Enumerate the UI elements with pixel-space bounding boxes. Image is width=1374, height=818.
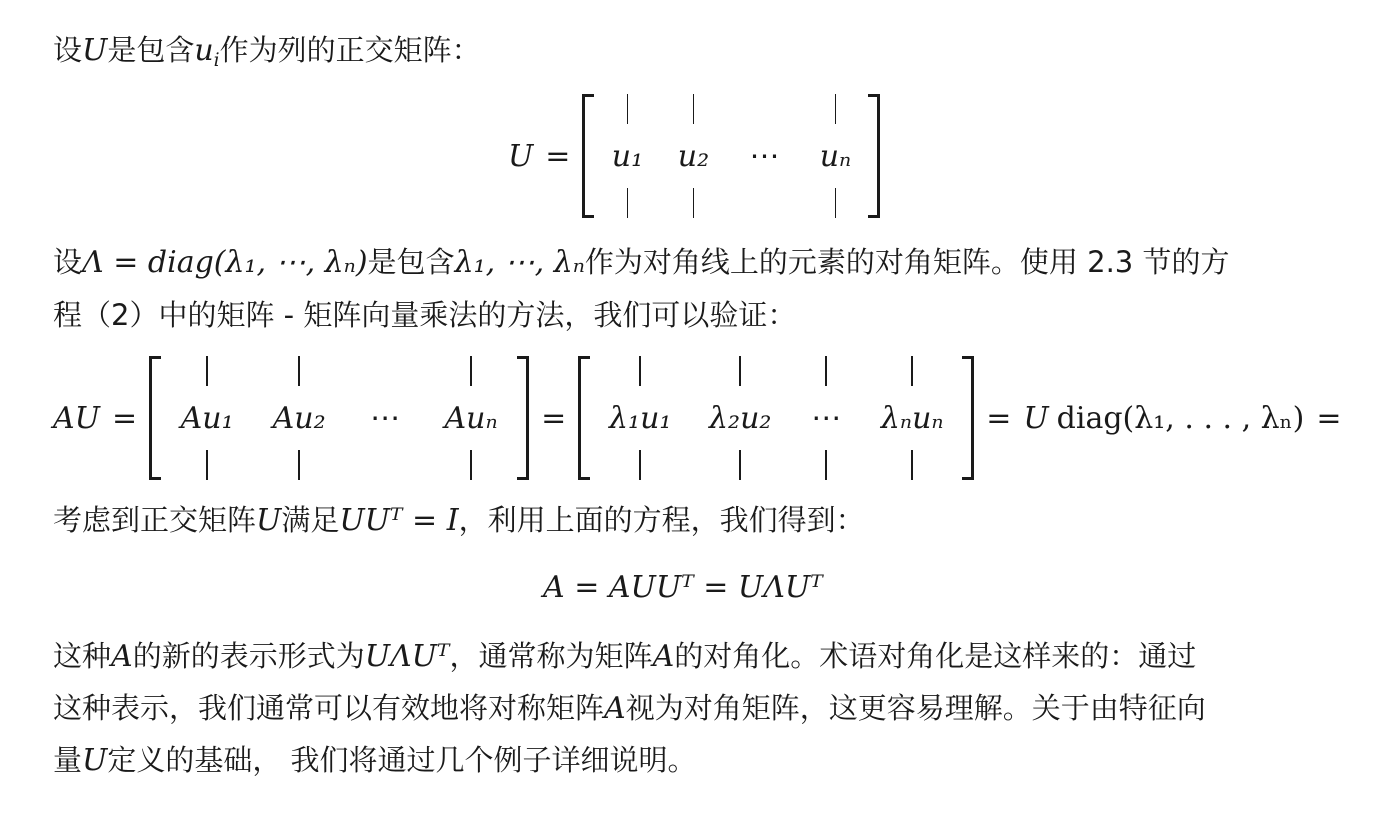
matrix-column: Auₙ: [425, 356, 517, 480]
equation-lhs: U: [508, 138, 534, 174]
equation-matrix-u: [508, 94, 880, 218]
matrix-column-ellipsis: ⋯: [749, 138, 780, 174]
equation-au: [53, 356, 1354, 480]
equals-sign: =: [541, 400, 567, 436]
paragraph-diagonal-matrix-line2: 程（2）中的矩阵 - 矩阵向量乘法的方法，我们可以验证：: [53, 298, 797, 332]
equals-sign: =: [111, 400, 138, 436]
matrix-au-bracket: [149, 356, 529, 480]
paragraph-orthogonal-matrix: 设U是包含$u_i$作为列的正交矩阵：: [53, 33, 481, 71]
matrix-u-bracket: [582, 94, 880, 218]
paragraph-diagonalization-line1: 这种A的新的表示形式为UΛUᵀ，通常称为矩阵A的对角化。术语对角化是这样来的：通过: [53, 639, 1197, 674]
matrix-column-ellipsis: ⋯: [370, 400, 401, 436]
matrix-column: λₙuₙ: [862, 356, 962, 480]
math-lambdas: λ₁, ⋯, λₙ: [454, 245, 585, 280]
matrix-column: λ₁u₁: [590, 356, 690, 480]
matrix-column: Au₂: [253, 356, 345, 480]
math-U: U: [82, 33, 108, 68]
paragraph-diagonalization-line3: 量U定义的基础， 我们将通过几个例子详细说明。: [53, 743, 697, 778]
matrix-lambda-u-bracket: [578, 356, 974, 480]
math-lambda-diag: Λ = diag(λ₁, ⋯, λₙ): [82, 245, 368, 280]
trailing-equals-sign: =: [1316, 400, 1342, 436]
paragraph-diagonalization-line2: 这种表示，我们通常可以有效地将对称矩阵A视为对角矩阵，这更容易理解。关于由特征向: [53, 691, 1206, 726]
matrix-column: uₙ: [802, 94, 868, 218]
matrix-column: u₁: [594, 94, 660, 218]
math-uut-identity: UUᵀ = I: [339, 503, 459, 538]
rhs-diag: diag(λ₁, . . . , λₙ): [1056, 400, 1305, 436]
equation-lhs: AU: [53, 400, 100, 436]
math-u-i: $u_i$: [194, 33, 220, 71]
matrix-column: u₂: [660, 94, 726, 218]
matrix-column: Au₁: [161, 356, 253, 480]
rhs-u: U: [1023, 400, 1049, 436]
paragraph-diagonal-matrix: 设Λ = diag(λ₁, ⋯, λₙ)是包含λ₁, ⋯, λₙ作为对角线上的元素的对角矩阵。使用 2.3 节的方: [53, 245, 1230, 280]
matrix-column: λ₂u₂: [690, 356, 790, 480]
equation-diagonalization: A = AUUᵀ = UΛUᵀ: [543, 570, 823, 605]
matrix-column-ellipsis: ⋯: [790, 356, 862, 480]
paragraph-orthogonality: 考虑到正交矩阵U满足UUᵀ = I，利用上面的方程，我们得到：: [53, 503, 865, 538]
math-U: U: [256, 503, 282, 538]
math-ulambda-ut: UΛUᵀ: [364, 639, 450, 674]
equals-sign: =: [986, 400, 1012, 436]
equals-sign: =: [545, 138, 571, 174]
